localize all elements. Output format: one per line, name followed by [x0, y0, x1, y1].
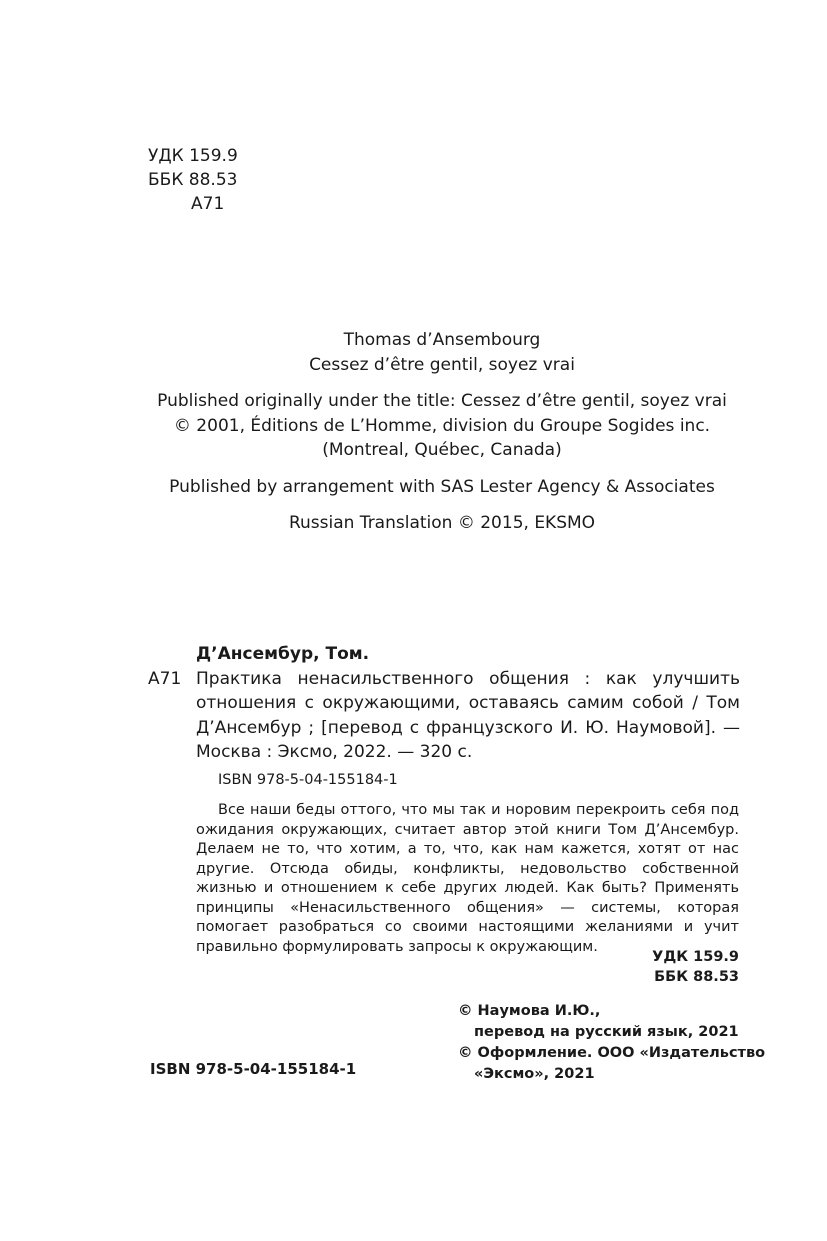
translator-copyright-line2: перевод на русский язык, 2021: [474, 1024, 739, 1040]
design-copyright-line2: «Эксмо», 2021: [474, 1066, 595, 1082]
classification-codes-bottom: [652, 947, 739, 987]
catalog-entry-body: [148, 667, 740, 765]
copyright-block: [458, 1001, 766, 1085]
translator-copyright-line1: © Наумова И.Ю.,: [458, 1003, 601, 1019]
published-originally: Published originally under the title: Cessez d’être gentil, soyez vrai © 2001, Éditions de L’Homme, division du Groupe Sogides inc. (Montreal, Québec, Canada): [157, 391, 727, 460]
udk-code: УДК 159.9: [148, 146, 238, 166]
catalog-entry: [148, 642, 740, 765]
original-title: Cessez d’être gentil, soyez vrai: [309, 354, 575, 375]
classification-codes-top: [148, 144, 238, 216]
design-copyright-line1: © Оформление. ООО «Издательство: [458, 1045, 766, 1061]
author-mark: А71: [191, 194, 225, 214]
catalog-description: Практика ненасильственного общения : как улучшить отношения с окружающими, оставаясь самим собой / Том Д’Ансембур ; [перевод с французского И. Ю. Наумовой]. — Москва : Эксмо, 2022. — 320 с.: [196, 668, 740, 762]
isbn-footer: ISBN 978-5-04-155184-1: [150, 1060, 357, 1078]
original-author: Thomas d’Ansembourg: [343, 330, 541, 350]
udk-code-bottom: УДК 159.9: [652, 949, 739, 965]
catalog-isbn: ISBN 978-5-04-155184-1: [218, 772, 398, 788]
original-author-title: [150, 328, 734, 377]
book-annotation: Все наши беды оттого, что мы так и норовим перекроить себя под ожидания окружающих, считает автор этой книги Том Д’Ансембур. Делаем не то, что хотим, а то, что, как нам кажется, хотят от нас другие. Отсюда обиды, конфликты, недовольство собственной жизнью и отношением к себе других людей. Как быть? Применять принципы «Ненасильственного общения» — системы, которая помогает разобраться со своими настоящими желаниями и учит правильно формулировать запросы к окружающим.: [196, 802, 739, 955]
bbk-code: ББК 88.53: [148, 170, 238, 190]
catalog-index: А71: [148, 668, 182, 689]
catalog-author-heading: Д’Ансембур, Том.: [196, 644, 370, 664]
translation-copyright: Russian Translation © 2015, EKSMO: [288, 513, 596, 533]
original-edition-block: [150, 328, 734, 548]
bbk-code-bottom: ББК 88.53: [654, 969, 739, 985]
arrangement-note: Published by arrangement with SAS Lester Agency & Associates: [169, 476, 715, 497]
